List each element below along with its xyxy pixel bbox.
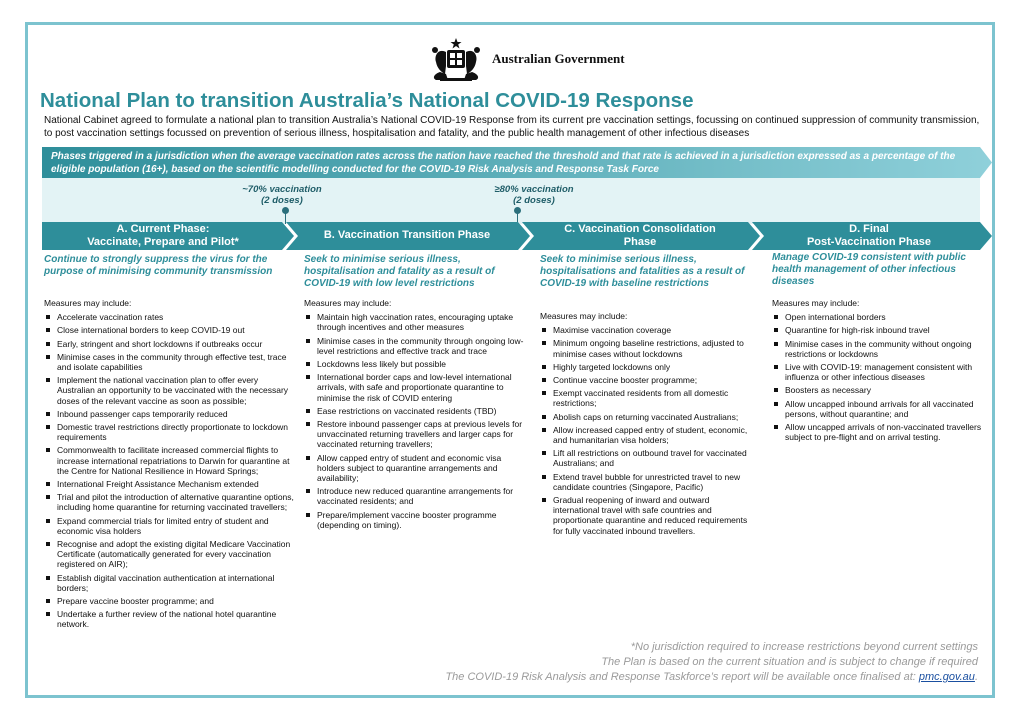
measures-list xyxy=(772,312,982,442)
measure-item: Introduce new reduced quarantine arrangements for vaccinated residents; and xyxy=(304,486,530,506)
phase-c-label-line1: C. Vaccination Consolidation xyxy=(564,223,716,235)
pmc-link[interactable]: pmc.gov.au xyxy=(918,671,975,683)
measure-item: Restore inbound passenger caps at previous levels for unvaccinated returning travellers and larger caps for vaccinated returning travellers; xyxy=(304,419,530,450)
measure-item: Early, stringent and short lockdowns if outbreaks occur xyxy=(44,339,294,349)
measure-item: Minimum ongoing baseline restrictions, adjusted to minimise cases without lockdowns xyxy=(540,338,756,358)
measure-item: Abolish caps on returning vaccinated Australians; xyxy=(540,412,756,422)
threshold-80-line2: (2 doses) xyxy=(513,195,555,206)
phase-d-label xyxy=(764,223,974,249)
phase-b-label xyxy=(298,229,516,242)
threshold-70-line1: ~70% vaccination xyxy=(242,184,322,195)
threshold-70-dot xyxy=(282,207,289,214)
measure-item: Prepare vaccine booster programme; and xyxy=(44,596,294,606)
measure-item: Maintain high vaccination rates, encouraging uptake through incentives and other measures xyxy=(304,312,530,332)
threshold-banner xyxy=(42,147,992,178)
footer-notes xyxy=(445,640,978,685)
measure-item: Minimise cases in the community through effective test, trace and isolate capabilities xyxy=(44,352,294,372)
measure-item: Implement the national vaccination plan to offer every Australian an opportunity to be vaccinated with the necessary doses of the relevant vaccine as soon as possible; xyxy=(44,375,294,406)
phase-b-measures xyxy=(304,298,530,533)
measure-item: Inbound passenger caps temporarily reduced xyxy=(44,409,294,419)
measure-item: Lift all restrictions on outbound travel for vaccinated Australians; and xyxy=(540,448,756,468)
measures-intro: Measures may include: xyxy=(44,298,132,308)
measure-item: Boosters as necessary xyxy=(772,385,982,395)
phase-d-subhead: Manage COVID-19 consistent with public health management of other infectious diseases xyxy=(772,252,966,287)
measure-item: Ease restrictions on vaccinated residents (TBD) xyxy=(304,406,530,416)
phase-a-subhead: Continue to strongly suppress the virus for the purpose of minimising community transmission xyxy=(44,254,273,277)
phase-a-label-line2: Vaccinate, Prepare and Pilot* xyxy=(87,236,239,248)
measure-item: Allow capped entry of student and economic visa holders subject to quarantine arrangements and availability; xyxy=(304,453,530,484)
threshold-80-label xyxy=(474,184,594,206)
footer-note-3-text: The COVID-19 Risk Analysis and Response Taskforce’s report will be available once finalised at: xyxy=(445,671,919,683)
measure-item: Expand commercial trials for limited entry of student and economic visa holders xyxy=(44,516,294,536)
measure-item: International Freight Assistance Mechanism extended xyxy=(44,479,294,489)
threshold-80-dot xyxy=(514,207,521,214)
phase-c-subhead: Seek to minimise serious illness, hospitalisations and fatalities as a result of COVID-19 with baseline restrictions xyxy=(540,254,745,289)
phase-c-label xyxy=(534,223,746,249)
measure-item: International border caps and low-level international arrivals, with safe and proportionate quarantine to minimise the risk of COVID entering xyxy=(304,372,530,403)
measure-item: Exempt vaccinated residents from all domestic restrictions; xyxy=(540,388,756,408)
phase-d-label-line1: D. Final xyxy=(849,223,889,235)
measure-item: Gradual reopening of inward and outward international travel with safe countries and proportionate quarantine and reduced requirements for fully vaccinated inbound travellers. xyxy=(540,495,756,536)
measure-item: Establish digital vaccination authentication at international borders; xyxy=(44,573,294,593)
government-name: Australian Government xyxy=(492,51,625,66)
measure-item: Allow uncapped inbound arrivals for all vaccinated persons, without quarantine; and xyxy=(772,399,982,419)
footer-note-3 xyxy=(445,670,978,685)
measures-intro: Measures may include: xyxy=(304,298,392,308)
phase-a-label xyxy=(44,223,282,249)
measure-item: Minimise cases in the community without ongoing restrictions or lockdowns xyxy=(772,339,982,359)
footer-note-3-suffix: . xyxy=(974,671,978,683)
measure-item: Quarantine for high-risk inbound travel xyxy=(772,325,982,335)
phase-a-measures xyxy=(44,298,294,633)
measure-item: Open international borders xyxy=(772,312,982,322)
measure-item: Extend travel bubble for unrestricted travel to new candidate countries (Singapore, Pacific) xyxy=(540,472,756,492)
phase-c-measures xyxy=(540,311,756,539)
threshold-70-label xyxy=(222,184,342,206)
phase-c-label-line2: Phase xyxy=(623,236,657,248)
measure-item: Allow uncapped arrivals of non-vaccinated travellers subject to pre-flight and on arrival testing. xyxy=(772,422,982,442)
measures-list xyxy=(304,312,530,530)
measure-item: Live with COVID-19: management consistent with influenza or other infectious diseases xyxy=(772,362,982,382)
measures-intro: Measures may include: xyxy=(540,311,628,321)
measure-item: Accelerate vaccination rates xyxy=(44,312,294,322)
phase-d-measures xyxy=(772,298,982,445)
measure-item: Domestic travel restrictions directly proportionate to lockdown requirements xyxy=(44,422,294,442)
measures-intro: Measures may include: xyxy=(772,298,860,308)
threshold-70-line2: (2 doses) xyxy=(261,195,303,206)
measure-item: Close international borders to keep COVID-19 out xyxy=(44,325,294,335)
measures-list xyxy=(44,312,294,629)
page-title: National Plan to transition Australia’s National COVID-19 Response xyxy=(40,89,694,112)
measure-item: Minimise cases in the community through ongoing low-level restrictions and effective track and trace xyxy=(304,336,530,356)
measure-item: Trial and pilot the introduction of alternative quarantine options, including home quarantine for returning vaccinated travellers; xyxy=(44,492,294,512)
measure-item: Maximise vaccination coverage xyxy=(540,325,756,335)
phase-a-label-line1: A. Current Phase: xyxy=(116,223,210,235)
measure-item: Commonwealth to facilitate increased commercial flights to increase international repatriations to Darwin for quarantine at the Centre for National Resilience in Howard Springs; xyxy=(44,445,294,476)
measure-item: Lockdowns less likely but possible xyxy=(304,359,530,369)
phase-b-subhead: Seek to minimise serious illness, hospitalisation and fatality as a result of COVID-19 with low level restrictions xyxy=(304,254,495,289)
footer-note-1: *No jurisdiction required to increase restrictions beyond current settings xyxy=(630,641,978,653)
measure-item: Prepare/implement vaccine booster programme (depending on timing). xyxy=(304,510,530,530)
coat-of-arms-icon xyxy=(426,36,486,82)
measures-list xyxy=(540,325,756,536)
banner-text: Phases triggered in a jurisdiction when the average vaccination rates across the nation have reached the threshold and that rate is achieved in a jurisdiction expressed as a percentage of the eligible population (16+), based on the scientific modelling conducted for the COVID-19 Risk Analysis and Response Task Force xyxy=(51,151,956,175)
phase-d-label-line2: Post-Vaccination Phase xyxy=(806,236,932,248)
measure-item: Undertake a further review of the national hotel quarantine network. xyxy=(44,609,294,629)
measure-item: Recognise and adopt the existing digital Medicare Vaccination Certificate (automatically generated for every vaccination registered on AIR); xyxy=(44,539,294,570)
threshold-80-line1: ≥80% vaccination xyxy=(494,184,574,195)
measure-item: Highly targeted lockdowns only xyxy=(540,362,756,372)
intro-paragraph: National Cabinet agreed to formulate a national plan to transition Australia’s National COVID-19 Response from its current pre vaccination settings, focussing on continued suppression of community transmission, to post vaccination settings focussed on prevention of serious illness, hospitalisation and fatality, and the public health management of other infectious diseases xyxy=(44,115,980,139)
measure-item: Continue vaccine booster programme; xyxy=(540,375,756,385)
phase-b-label-line1: B. Vaccination Transition Phase xyxy=(323,229,491,241)
footer-note-2: The Plan is based on the current situation and is subject to change if required xyxy=(601,656,978,668)
measure-item: Allow increased capped entry of student, economic, and humanitarian visa holders; xyxy=(540,425,756,445)
